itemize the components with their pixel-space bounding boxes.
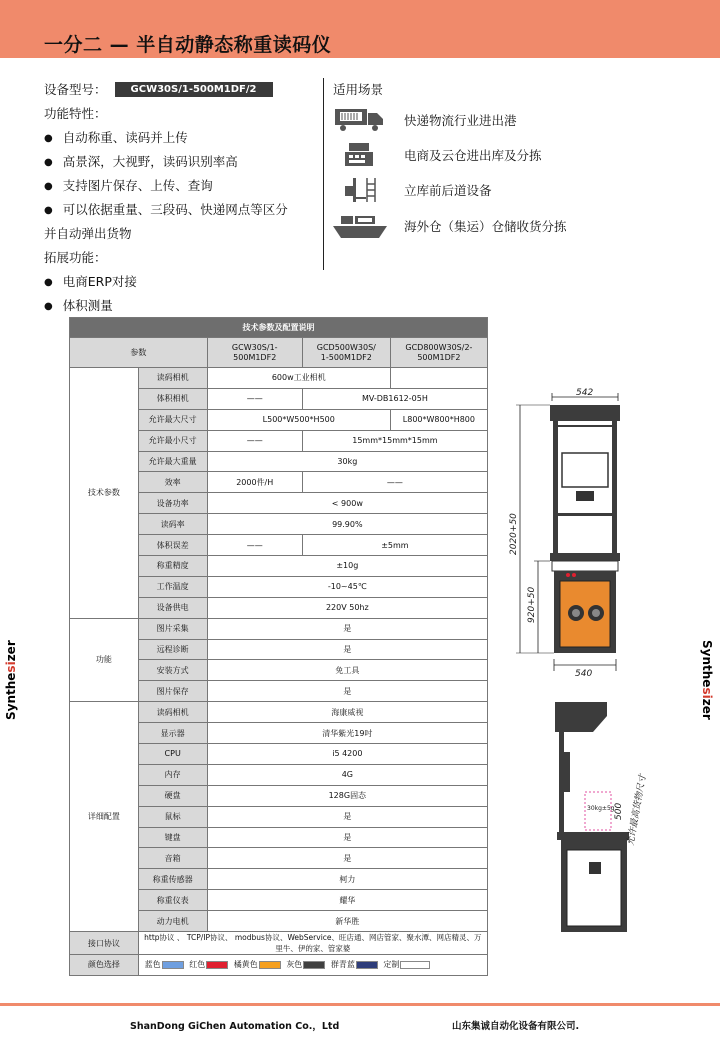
table-row — [70, 368, 488, 389]
dim-height-lower: 920+50 — [527, 586, 537, 623]
side-view-drawing — [545, 696, 655, 942]
color-name: 定制 — [383, 960, 400, 970]
group-iface: 接口协议 — [70, 932, 139, 955]
param-value: 2000件/H — [207, 472, 302, 493]
side-label-post: zer — [700, 698, 714, 720]
dim-width-top: 542 — [576, 388, 594, 398]
param-name: 动力电机 — [138, 911, 207, 932]
param-value: L800*W800*H800 — [390, 409, 487, 430]
param-name: 图片采集 — [138, 618, 207, 639]
param-header: 参数 — [70, 338, 208, 368]
table-title: 技术参数及配置说明 — [70, 318, 488, 338]
param-name: 效率 — [138, 472, 207, 493]
table-row — [70, 955, 488, 976]
dim-width-bottom: 540 — [575, 669, 593, 679]
color-swatch — [162, 961, 184, 969]
param-value: ±5mm — [302, 535, 487, 556]
param-name: 内存 — [138, 764, 207, 785]
ship-icon — [330, 212, 390, 240]
param-value: 是 — [207, 639, 487, 660]
group-tech: 技术参数 — [70, 368, 139, 619]
group-config: 详细配置 — [70, 702, 139, 932]
param-value: 220V 50hz — [207, 597, 487, 618]
page-title: 一分二 — 半自动静态称重读码仪 — [44, 34, 332, 56]
param-value: 是 — [207, 848, 487, 869]
footer-company-cn: 山东集诚自动化设备有限公司. — [452, 1021, 580, 1032]
side-label-right — [700, 640, 714, 720]
footer-company-en: ShanDong GiChen Automation Co.，Ltd — [130, 1021, 340, 1032]
param-value: 600w工业相机 — [207, 368, 390, 389]
param-value: L500*W500*H500 — [207, 409, 390, 430]
color-options — [138, 955, 487, 976]
color-swatch — [400, 961, 430, 969]
feature-item: ● 支持图片保存、上传、查询 — [44, 176, 213, 194]
side-label-accent: si — [4, 661, 18, 673]
model-label: 设备型号： — [44, 82, 107, 97]
param-name: 键盘 — [138, 827, 207, 848]
side-label-left — [4, 640, 18, 720]
param-name: 显示器 — [138, 723, 207, 744]
table-row — [70, 932, 488, 955]
color-name: 蓝色 — [144, 960, 161, 970]
param-value: i5 4200 — [207, 744, 487, 765]
param-value: 清华紫光19吋 — [207, 723, 487, 744]
protocols-value: http协议 、 TCP/IP协议、 modbus协议、WebService、旺店通、网店管家、聚水潭、网店精灵、万里牛、伊的家、管家婆 — [138, 932, 487, 955]
param-name: 设备功率 — [138, 493, 207, 514]
param-name: 读码相机 — [138, 702, 207, 723]
param-value: 15mm*15mm*15mm — [302, 430, 487, 451]
model-header: GCW30S/1- 500M1DF2 — [207, 338, 302, 368]
param-value: 海康威视 — [207, 702, 487, 723]
column-divider — [323, 78, 324, 270]
param-value: 是 — [207, 827, 487, 848]
param-value: -10~45℃ — [207, 576, 487, 597]
model-badge: GCW30S/1-500M1DF/2 — [115, 82, 273, 97]
color-swatch — [303, 961, 325, 969]
param-name: 安装方式 — [138, 660, 207, 681]
param-name: 读码相机 — [138, 368, 207, 389]
model-header: GCD500W30S/ 1-500M1DF2 — [302, 338, 390, 368]
param-value: —— — [207, 430, 302, 451]
extension-item: ● 体积测量 — [44, 296, 113, 314]
table-header-row — [70, 338, 488, 368]
cashier-icon — [330, 141, 390, 169]
param-value: 30kg — [207, 451, 487, 472]
feature-item: ● 高景深，大视野，读码识别率高 — [44, 152, 238, 170]
box-weight-label: 30kg±5g — [587, 805, 615, 812]
model-header: GCD800W30S/2- 500M1DF2 — [390, 338, 487, 368]
param-value: 128G固态 — [207, 785, 487, 806]
param-value: < 900w — [207, 493, 487, 514]
feature-item: ● 自动称重、读码并上传 — [44, 128, 188, 146]
scenario-item — [330, 212, 567, 240]
scenarios-title: 适用场景 — [333, 82, 384, 97]
scenario-label: 立库前后道设备 — [404, 183, 492, 198]
side-label-pre: Synthe — [4, 672, 18, 720]
param-name: 远程诊断 — [138, 639, 207, 660]
param-name: 称重精度 — [138, 556, 207, 577]
param-name: 体积相机 — [138, 388, 207, 409]
param-value: 是 — [207, 681, 487, 702]
param-name: 体积误差 — [138, 535, 207, 556]
front-view-drawing — [500, 385, 640, 680]
param-name: 允许最小尺寸 — [138, 430, 207, 451]
table-row — [70, 618, 488, 639]
param-name: CPU — [138, 744, 207, 765]
side-label-post: zer — [4, 640, 18, 662]
param-name: 工作温度 — [138, 576, 207, 597]
table-row — [70, 702, 488, 723]
features-title: 功能特性： — [44, 106, 107, 121]
side-label-pre: Synthe — [700, 640, 714, 688]
forklift-icon — [330, 176, 390, 204]
color-swatch — [356, 961, 378, 969]
dim-box: 500 — [614, 802, 624, 820]
scenario-label: 海外仓（集运）仓储收货分拣 — [404, 219, 567, 234]
color-name: 群青蓝 — [330, 960, 355, 970]
spec-table — [69, 317, 488, 976]
scenario-label: 电商及云仓进出库及分拣 — [404, 148, 542, 163]
color-swatch — [206, 961, 228, 969]
scenario-item — [330, 176, 492, 204]
scenario-item — [330, 141, 542, 169]
group-func: 功能 — [70, 618, 139, 702]
dim-height-total: 2020+50 — [509, 513, 519, 555]
color-name: 橘黄色 — [233, 960, 258, 970]
side-note: 允许最高货物尺寸 — [626, 773, 649, 847]
param-name: 允许最大尺寸 — [138, 409, 207, 430]
param-value: 新华胜 — [207, 911, 487, 932]
param-name: 鼠标 — [138, 806, 207, 827]
param-value: —— — [302, 472, 487, 493]
param-value: —— — [207, 388, 302, 409]
param-value: 免工具 — [207, 660, 487, 681]
color-swatch — [259, 961, 281, 969]
param-value: ±10g — [207, 556, 487, 577]
param-name: 称重传感器 — [138, 869, 207, 890]
color-name: 灰色 — [286, 960, 303, 970]
scenario-item — [330, 106, 517, 134]
feature-continuation: 并自动弹出货物 — [44, 226, 132, 241]
param-value — [390, 368, 487, 389]
footer-divider — [0, 1003, 720, 1006]
side-label-accent: si — [700, 687, 714, 699]
param-name: 硬盘 — [138, 785, 207, 806]
truck-icon — [330, 106, 390, 134]
param-value: 是 — [207, 618, 487, 639]
param-name: 允许最大重量 — [138, 451, 207, 472]
param-value: 柯力 — [207, 869, 487, 890]
param-name: 图片保存 — [138, 681, 207, 702]
param-value: —— — [207, 535, 302, 556]
param-name: 音箱 — [138, 848, 207, 869]
color-name: 红色 — [189, 960, 206, 970]
extension-item: ● 电商ERP对接 — [44, 272, 137, 290]
param-name: 称重仪表 — [138, 890, 207, 911]
param-value: MV-DB1612-05H — [302, 388, 487, 409]
param-value: 耀华 — [207, 890, 487, 911]
model-row — [44, 80, 273, 98]
param-value: 99.90% — [207, 514, 487, 535]
feature-item: ● 可以依据重量、三段码、快递网点等区分 — [44, 200, 288, 218]
param-name: 设备供电 — [138, 597, 207, 618]
param-value: 是 — [207, 806, 487, 827]
extensions-title: 拓展功能： — [44, 250, 107, 265]
param-name: 读码率 — [138, 514, 207, 535]
param-value: 4G — [207, 764, 487, 785]
group-color: 颜色选择 — [70, 955, 139, 976]
scenario-label: 快递物流行业进出港 — [404, 113, 517, 128]
